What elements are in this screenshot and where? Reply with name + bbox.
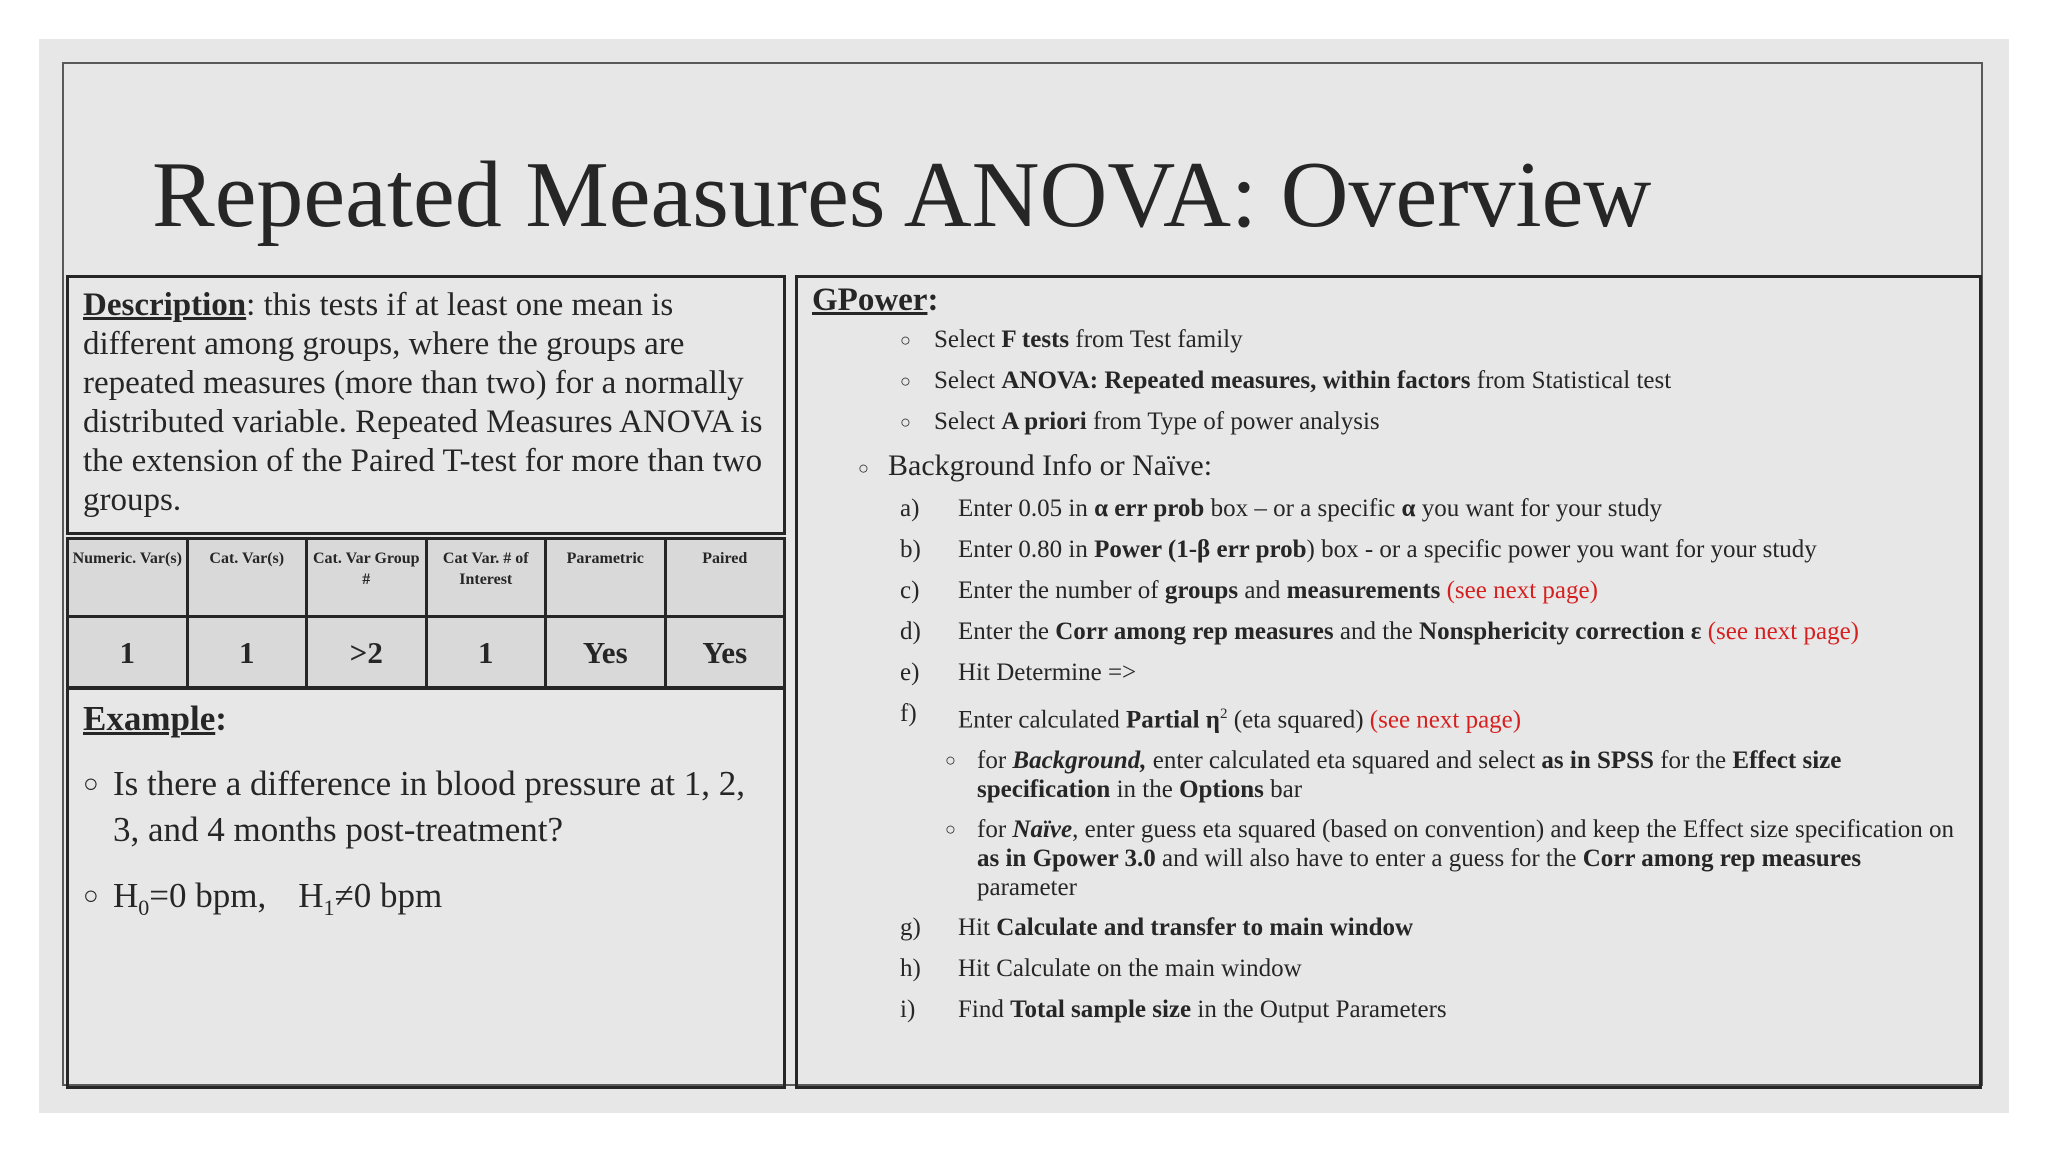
gpower-heading: GPower:: [812, 282, 939, 318]
step-bold: Effect size specification: [977, 747, 1842, 804]
step-bold: Corr among rep measures: [1582, 845, 1862, 873]
list-item: [812, 699, 1965, 735]
list-item: [812, 407, 1965, 437]
bullet-icon: ○: [945, 750, 956, 771]
table-header-cell: Cat. Var(s): [187, 539, 307, 617]
step-bold: Nonsphericity correction: [1419, 618, 1685, 645]
h0-value: =0 bpm,: [149, 876, 267, 915]
step-text: in the: [1110, 776, 1180, 804]
list-item: [812, 448, 1965, 484]
step-text: from Statistical test: [1470, 367, 1672, 394]
step-text: (eta squared): [1227, 706, 1370, 734]
step-text: Find: [958, 996, 1011, 1024]
list-item: [83, 873, 769, 931]
list-item: [812, 366, 1965, 396]
step-bold-italic: Naïve: [1012, 816, 1073, 844]
table-header-cell: Numeric. Var(s): [68, 539, 188, 617]
step-marker: e): [900, 659, 920, 686]
step-bold: α err prob: [1094, 495, 1205, 522]
h0-subscript: 0: [138, 895, 150, 920]
see-next-page-note: (see next page): [1701, 618, 1859, 645]
bullet-icon: ○: [900, 371, 911, 391]
step-bold: Power (1-β err prob: [1094, 536, 1307, 563]
step-bold: measurements: [1286, 577, 1441, 604]
list-item: [812, 913, 1965, 943]
step-text: and will also have to enter a guess for the: [1155, 845, 1583, 873]
list-item: [812, 815, 1965, 902]
list-item: [812, 746, 1965, 804]
step-text: box – or a specific: [1204, 495, 1402, 522]
step-marker: a): [900, 495, 920, 522]
example-heading-label: Example: [83, 699, 216, 738]
see-next-page-note: (see next page): [1369, 706, 1522, 734]
step-text: bar: [1263, 776, 1303, 804]
table-cell: 1: [187, 617, 307, 689]
step-text: for: [977, 747, 1013, 775]
step-text: Select: [934, 326, 1002, 353]
step-marker: b): [900, 536, 921, 563]
table-cell: Yes: [546, 617, 666, 689]
step-text: , enter guess eta squared (based on convention) and keep the Effect size specification on: [1072, 816, 1954, 844]
table-cell: 1: [68, 617, 188, 689]
h1-symbol: H: [298, 876, 324, 915]
list-item: [812, 535, 1965, 565]
example-heading: Example:: [83, 699, 227, 738]
table-header-cell: Parametric: [546, 539, 666, 617]
test-properties-table: [66, 537, 786, 690]
step-text: and: [1238, 577, 1287, 604]
bullet-icon: ○: [83, 769, 99, 798]
bullet-icon: ○: [945, 819, 956, 840]
example-list: [83, 761, 769, 931]
step-marker: i): [900, 996, 916, 1024]
step-bold-italic: Background,: [1012, 747, 1147, 775]
step-text: Enter 0.05 in: [958, 495, 1095, 522]
description-body: : this tests if at least one mean is different among groups, where the groups are repeated measures (more than two) for a normally distributed variable. Repeated Measures ANOVA is the extension of the Paired T-test for more than two groups.: [83, 287, 763, 518]
list-item: [812, 995, 1965, 1025]
step-text: Select: [934, 408, 1002, 435]
step-marker: c): [900, 577, 920, 604]
example-panel: [66, 686, 786, 1089]
step-bold: ANOVA: Repeated measures, within factors: [1001, 367, 1471, 394]
h1-value: ≠0 bpm: [334, 876, 443, 915]
description-label: Description: [83, 287, 247, 323]
step-text: for: [977, 816, 1013, 844]
list-item: [83, 761, 769, 853]
step-bold: as in SPSS: [1541, 747, 1654, 775]
bullet-icon: ○: [900, 330, 911, 350]
table-cell: 1: [426, 617, 546, 689]
step-text: for the: [1653, 747, 1733, 775]
step-text: you want for your study: [1415, 495, 1662, 522]
background-heading: Background Info or Naïve:: [888, 449, 1213, 482]
table-cell: >2: [307, 617, 427, 689]
gpower-heading-label: GPower: [812, 282, 928, 318]
bullet-icon: ○: [900, 412, 911, 432]
step-bold: A priori: [1001, 408, 1087, 435]
step-marker: g): [900, 914, 921, 942]
list-item: [812, 325, 1965, 355]
description-text: [83, 286, 769, 520]
step-text: ) box - or a specific power you want for your study: [1306, 536, 1817, 563]
step-text: parameter: [977, 874, 1077, 902]
step-bold: Partial η: [1125, 706, 1220, 734]
step-bold: Options: [1179, 776, 1264, 804]
step-text: enter calculated eta squared and select: [1146, 747, 1542, 775]
list-item: [812, 617, 1965, 647]
step-text: Select: [934, 367, 1002, 394]
step-text: in the Output Parameters: [1191, 996, 1447, 1024]
table-header-cell: Paired: [665, 539, 785, 617]
step-marker: f): [900, 700, 917, 727]
step-text: Hit: [958, 914, 997, 942]
step-superscript: 2: [1220, 706, 1228, 722]
step-marker: d): [900, 618, 921, 645]
step-bold: Corr among rep measures: [1055, 618, 1334, 645]
table-header-row: [68, 539, 785, 617]
bullet-icon: ○: [858, 458, 869, 478]
step-text: Enter the number of: [958, 577, 1165, 604]
step-bold: F tests: [1001, 326, 1070, 353]
null-hypothesis: [113, 873, 266, 931]
step-text: Enter calculated: [958, 706, 1126, 734]
list-item: [812, 494, 1965, 524]
gpower-panel: [795, 275, 1982, 1089]
step-text: from Type of power analysis: [1086, 408, 1380, 435]
description-panel: [66, 275, 786, 535]
step-bold: groups: [1164, 577, 1239, 604]
example-question: Is there a difference in blood pressure at 1, 2, 3, and 4 months post-treatment?: [113, 764, 746, 849]
step-bold: Calculate and transfer to main window: [996, 914, 1414, 942]
h0-symbol: H: [113, 876, 139, 915]
table-cell: Yes: [665, 617, 785, 689]
alt-hypothesis: [298, 873, 442, 931]
h1-subscript: 1: [323, 895, 335, 920]
step-bold: α: [1401, 495, 1416, 522]
step-text: Enter 0.80 in: [958, 536, 1095, 563]
see-next-page-note: (see next page): [1440, 577, 1598, 604]
table-row: [68, 617, 785, 689]
step-bold: as in Gpower 3.0: [977, 845, 1156, 873]
table-header-cell: Cat. Var Group #: [307, 539, 427, 617]
slide-title: Repeated Measures ANOVA: Overview: [152, 143, 1652, 247]
list-item: [812, 954, 1965, 984]
list-item: [812, 576, 1965, 606]
step-text: and the: [1333, 618, 1420, 645]
step-text: Enter the: [958, 618, 1056, 645]
step-text: from Test family: [1069, 326, 1243, 353]
step-bold: Total sample size: [1010, 996, 1192, 1024]
bullet-icon: ○: [83, 881, 99, 910]
list-item: [812, 658, 1965, 688]
step-text: Hit Determine =>: [958, 659, 1137, 686]
step-marker: h): [900, 955, 921, 983]
table-header-cell: Cat Var. # of Interest: [426, 539, 546, 617]
step-bold: ε: [1684, 618, 1702, 645]
step-text: Hit Calculate on the main window: [958, 955, 1302, 983]
